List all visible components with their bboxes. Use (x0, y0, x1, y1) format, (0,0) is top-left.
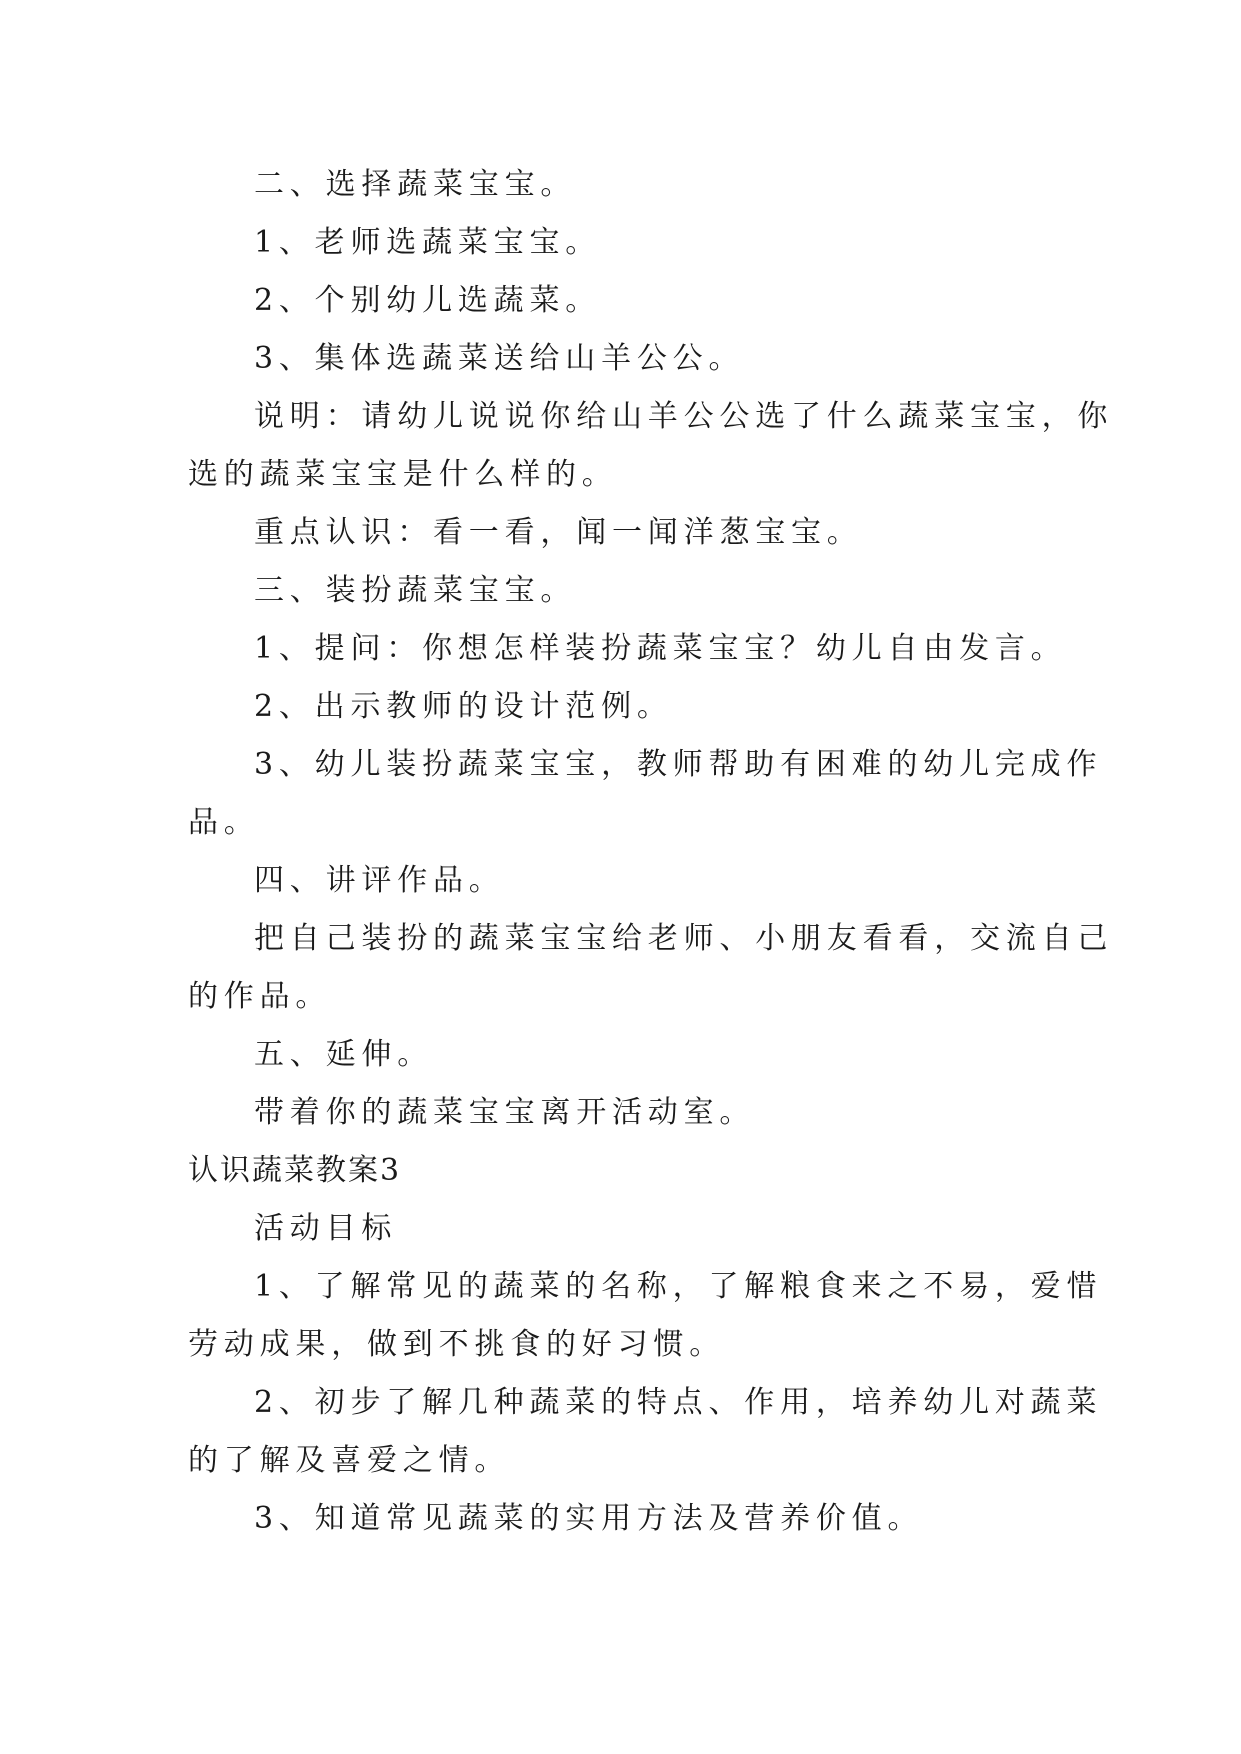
section-heading-review: 四、讲评作品。 (254, 863, 505, 898)
paragraph-line: 1、了解常见的蔬菜的名称，了解粮食来之不易，爱惜 (254, 1269, 1103, 1304)
paragraph-line: 的作品。 (188, 979, 332, 1014)
paragraph-line: 2、出示教师的设计范例。 (254, 689, 673, 724)
section-heading-extension: 五、延伸。 (254, 1037, 433, 1072)
lesson-plan-title: 认识蔬菜教案3 (188, 1153, 402, 1188)
paragraph-line: 把自己装扮的蔬菜宝宝给老师、小朋友看看，交流自己 (254, 921, 1114, 956)
paragraph-line: 重点认识：看一看，闻一闻洋葱宝宝。 (254, 515, 863, 550)
paragraph-line: 3、幼儿装扮蔬菜宝宝，教师帮助有困难的幼儿完成作 (254, 747, 1103, 782)
paragraph-line: 品。 (188, 805, 260, 840)
paragraph-line: 劳动成果，做到不挑食的好习惯。 (188, 1327, 725, 1362)
paragraph-line: 的了解及喜爱之情。 (188, 1443, 511, 1478)
paragraph-line: 2、个别幼儿选蔬菜。 (254, 283, 602, 318)
paragraph-line: 1、提问：你想怎样装扮蔬菜宝宝？幼儿自由发言。 (254, 631, 1067, 666)
section-heading-select: 二、选择蔬菜宝宝。 (254, 167, 577, 202)
paragraph-line: 选的蔬菜宝宝是什么样的。 (188, 457, 618, 492)
section-heading-dress-up: 三、装扮蔬菜宝宝。 (254, 573, 577, 608)
paragraph-line: 说明：请幼儿说说你给山羊公公选了什么蔬菜宝宝，你 (254, 399, 1114, 434)
paragraph-line: 1、老师选蔬菜宝宝。 (254, 225, 602, 260)
paragraph-line: 2、初步了解几种蔬菜的特点、作用，培养幼儿对蔬菜 (254, 1385, 1103, 1420)
paragraph-line: 带着你的蔬菜宝宝离开活动室。 (254, 1095, 756, 1130)
paragraph-line: 3、知道常见蔬菜的实用方法及营养价值。 (254, 1501, 924, 1536)
activity-goals-heading: 活动目标 (254, 1211, 398, 1246)
paragraph-line: 3、集体选蔬菜送给山羊公公。 (254, 341, 745, 376)
